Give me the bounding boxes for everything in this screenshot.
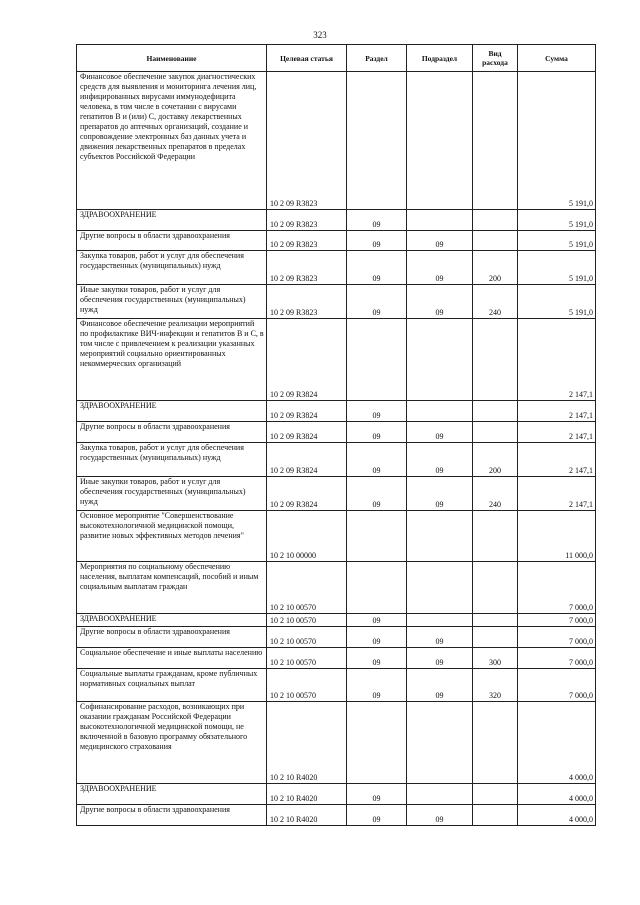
row-subsection <box>407 614 473 627</box>
row-section: 09 <box>347 805 407 826</box>
row-sum: 4 000,0 <box>518 784 596 805</box>
page-number: 323 <box>313 30 327 40</box>
row-expense-type <box>473 231 518 251</box>
row-section: 09 <box>347 648 407 669</box>
row-subsection: 09 <box>407 231 473 251</box>
row-sum: 2 147,1 <box>518 443 596 477</box>
row-sum: 2 147,1 <box>518 477 596 511</box>
row-name: Финансовое обеспечение реализации мероприятий по профилактике ВИЧ-инфекции и гепатитов B и C, в том числе с привлечением к реализации указанных мероприятий социально ориентированных некоммерческих организаций <box>77 319 267 401</box>
row-subsection <box>407 511 473 562</box>
row-name: Другие вопросы в области здравоохранения <box>77 422 267 443</box>
row-target-code: 10 2 10 00570 <box>267 562 347 614</box>
table-row <box>77 511 596 562</box>
row-subsection: 09 <box>407 627 473 648</box>
row-name: Закупка товаров, работ и услуг для обеспечения государственных (муниципальных) нужд <box>77 443 267 477</box>
row-sum: 7 000,0 <box>518 669 596 702</box>
row-target-code: 10 2 10 00570 <box>267 627 347 648</box>
row-name: Закупка товаров, работ и услуг для обеспечения государственных (муниципальных) нужд <box>77 251 267 285</box>
row-name: Иные закупки товаров, работ и услуг для обеспечения государственных (муниципальных) нужд <box>77 285 267 319</box>
table-row <box>77 805 596 826</box>
row-subsection <box>407 702 473 784</box>
row-expense-type <box>473 614 518 627</box>
row-subsection <box>407 319 473 401</box>
row-name: ЗДРАВООХРАНЕНИЕ <box>77 614 267 627</box>
row-expense-type <box>473 401 518 422</box>
row-section <box>347 72 407 210</box>
row-expense-type <box>473 784 518 805</box>
row-subsection: 09 <box>407 443 473 477</box>
row-name: Основное мероприятие "Совершенствование высокотехнологичной медицинской помощи, развитие новых эффективных методов лечения" <box>77 511 267 562</box>
row-name: ЗДРАВООХРАНЕНИЕ <box>77 784 267 805</box>
col-header-name: Наименование <box>77 45 267 72</box>
row-name: Социальные выплаты гражданам, кроме публичных нормативных социальных выплат <box>77 669 267 702</box>
row-section: 09 <box>347 285 407 319</box>
row-expense-type <box>473 210 518 231</box>
row-expense-type: 300 <box>473 648 518 669</box>
row-target-code: 10 2 10 00570 <box>267 669 347 702</box>
row-subsection <box>407 401 473 422</box>
row-name: Другие вопросы в области здравоохранения <box>77 231 267 251</box>
row-sum: 7 000,0 <box>518 562 596 614</box>
row-section: 09 <box>347 477 407 511</box>
row-sum: 5 191,0 <box>518 72 596 210</box>
row-name: Финансовое обеспечение закупок диагностических средств для выявления и мониторинга лечения лиц, инфицированных вирусами иммунодефицита человека, в том числе в сочетании с вирусами гепатитов B и (или) C, доставку лекарственных препаратов до аптечных организаций, создание и сопровождение электронных баз данных учета и движения лекарственных препаратов в пределах субъектов Российской Федерации <box>77 72 267 210</box>
row-expense-type: 200 <box>473 251 518 285</box>
row-name: ЗДРАВООХРАНЕНИЕ <box>77 210 267 231</box>
table-row <box>77 72 596 210</box>
row-section: 09 <box>347 669 407 702</box>
row-section: 09 <box>347 784 407 805</box>
row-sum: 2 147,1 <box>518 319 596 401</box>
row-name: Иные закупки товаров, работ и услуг для обеспечения государственных (муниципальных) нужд <box>77 477 267 511</box>
table-row <box>77 648 596 669</box>
row-sum: 7 000,0 <box>518 648 596 669</box>
row-expense-type <box>473 319 518 401</box>
row-name: Мероприятия по социальному обеспечению населения, выплатам компенсаций, пособий и иным социальным выплатам граждан <box>77 562 267 614</box>
row-section: 09 <box>347 614 407 627</box>
row-target-code: 10 2 09 R3823 <box>267 210 347 231</box>
row-target-code: 10 2 09 R3824 <box>267 319 347 401</box>
row-target-code: 10 2 09 R3824 <box>267 477 347 511</box>
row-subsection: 09 <box>407 805 473 826</box>
table-row <box>77 702 596 784</box>
row-target-code: 10 2 10 R4020 <box>267 702 347 784</box>
table-row <box>77 477 596 511</box>
row-subsection: 09 <box>407 477 473 511</box>
row-name: Другие вопросы в области здравоохранения <box>77 805 267 826</box>
row-subsection <box>407 72 473 210</box>
row-target-code: 10 2 09 R3824 <box>267 422 347 443</box>
row-sum: 2 147,1 <box>518 401 596 422</box>
row-target-code: 10 2 10 R4020 <box>267 805 347 826</box>
row-section: 09 <box>347 422 407 443</box>
table-row <box>77 251 596 285</box>
table-row <box>77 210 596 231</box>
row-subsection <box>407 562 473 614</box>
col-header-code: Целевая статья <box>267 45 347 72</box>
row-expense-type: 200 <box>473 443 518 477</box>
row-sum: 4 000,0 <box>518 805 596 826</box>
row-name: Другие вопросы в области здравоохранения <box>77 627 267 648</box>
table-row <box>77 285 596 319</box>
table-row <box>77 401 596 422</box>
row-expense-type <box>473 627 518 648</box>
row-section: 09 <box>347 627 407 648</box>
row-sum: 4 000,0 <box>518 702 596 784</box>
row-subsection: 09 <box>407 251 473 285</box>
row-expense-type <box>473 702 518 784</box>
col-header-sum: Сумма <box>518 45 596 72</box>
col-header-expense-type: Вид расхода <box>473 45 518 72</box>
table-row <box>77 443 596 477</box>
table-row <box>77 319 596 401</box>
row-target-code: 10 2 09 R3824 <box>267 443 347 477</box>
row-target-code: 10 2 10 R4020 <box>267 784 347 805</box>
row-section: 09 <box>347 401 407 422</box>
table-row <box>77 627 596 648</box>
row-expense-type <box>473 72 518 210</box>
row-target-code: 10 2 10 00000 <box>267 511 347 562</box>
row-section <box>347 319 407 401</box>
row-expense-type <box>473 422 518 443</box>
col-header-section: Раздел <box>347 45 407 72</box>
row-subsection: 09 <box>407 422 473 443</box>
budget-table <box>76 44 596 826</box>
row-subsection: 09 <box>407 285 473 319</box>
row-expense-type <box>473 562 518 614</box>
row-name: Социальное обеспечение и иные выплаты населению <box>77 648 267 669</box>
row-section <box>347 702 407 784</box>
row-sum: 2 147,1 <box>518 422 596 443</box>
row-section: 09 <box>347 210 407 231</box>
row-target-code: 10 2 09 R3824 <box>267 401 347 422</box>
row-name: ЗДРАВООХРАНЕНИЕ <box>77 401 267 422</box>
row-sum: 11 000,0 <box>518 511 596 562</box>
row-name: Софинансирование расходов, возникающих при оказании гражданам Российской Федерации высокотехнологичной медицинской помощи, не включенной в базовую программу обязательного медицинского страхования <box>77 702 267 784</box>
row-section <box>347 511 407 562</box>
row-subsection <box>407 210 473 231</box>
table-row <box>77 784 596 805</box>
row-target-code: 10 2 10 00570 <box>267 648 347 669</box>
table-row <box>77 422 596 443</box>
row-subsection: 09 <box>407 669 473 702</box>
row-section <box>347 562 407 614</box>
row-section: 09 <box>347 251 407 285</box>
table-row <box>77 562 596 614</box>
row-sum: 5 191,0 <box>518 231 596 251</box>
row-sum: 7 000,0 <box>518 627 596 648</box>
row-sum: 5 191,0 <box>518 251 596 285</box>
table-header-row <box>77 45 596 72</box>
row-subsection: 09 <box>407 648 473 669</box>
col-header-subsection: Подраздел <box>407 45 473 72</box>
table-row <box>77 231 596 251</box>
row-sum: 5 191,0 <box>518 285 596 319</box>
row-expense-type: 240 <box>473 477 518 511</box>
row-sum: 7 000,0 <box>518 614 596 627</box>
table-row <box>77 614 596 627</box>
row-expense-type: 320 <box>473 669 518 702</box>
row-expense-type <box>473 805 518 826</box>
row-target-code: 10 2 09 R3823 <box>267 72 347 210</box>
row-sum: 5 191,0 <box>518 210 596 231</box>
row-section: 09 <box>347 231 407 251</box>
row-expense-type <box>473 511 518 562</box>
table-row <box>77 669 596 702</box>
row-section: 09 <box>347 443 407 477</box>
row-target-code: 10 2 09 R3823 <box>267 285 347 319</box>
row-target-code: 10 2 09 R3823 <box>267 251 347 285</box>
row-subsection <box>407 784 473 805</box>
row-target-code: 10 2 10 00570 <box>267 614 347 627</box>
row-target-code: 10 2 09 R3823 <box>267 231 347 251</box>
row-expense-type: 240 <box>473 285 518 319</box>
